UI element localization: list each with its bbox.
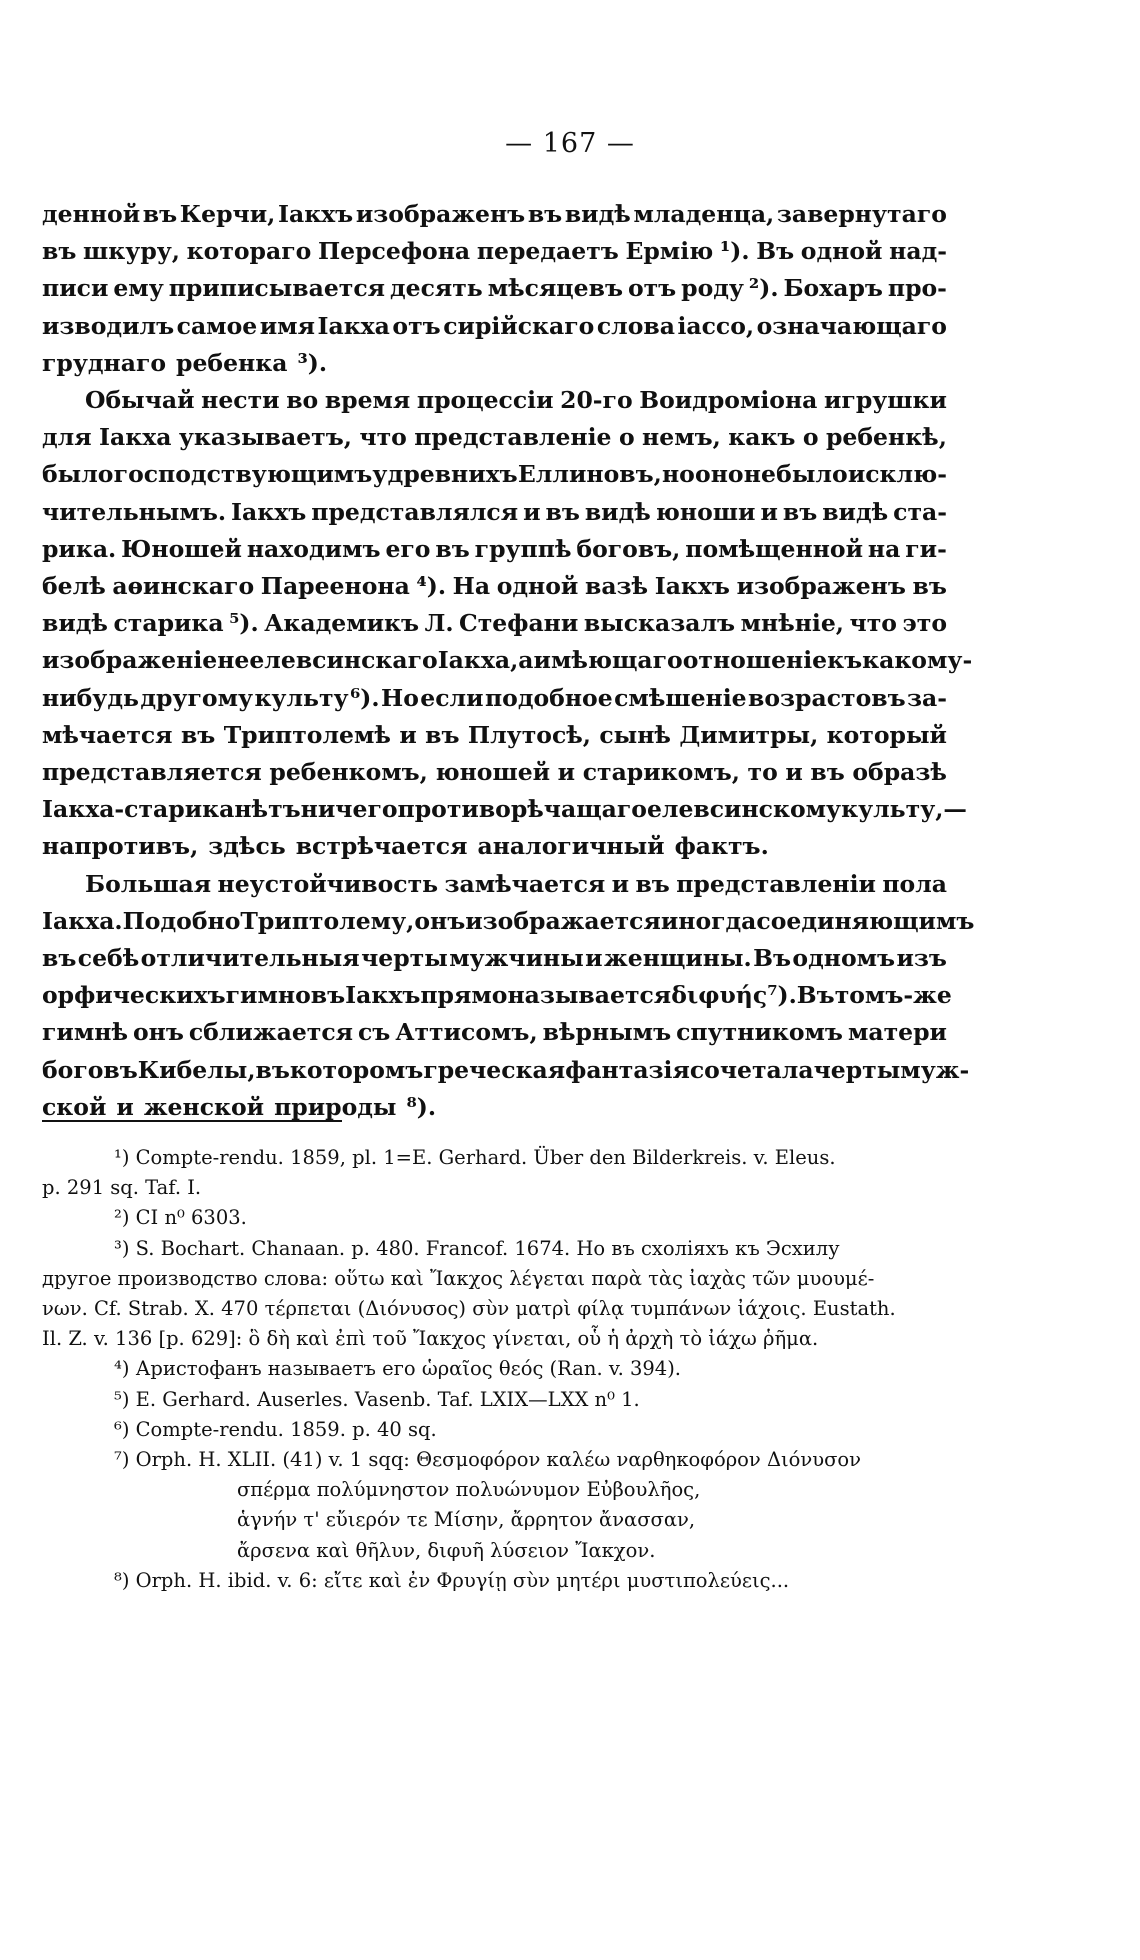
footnote-line: ⁷) Orph. H. XLII. (41) v. 1 sqq: Θεσμοφόρον καλέω ναρθηκοφόρον Διόνυσον [114, 1448, 862, 1472]
word: нѣтъ [234, 795, 301, 824]
word: съ [358, 1018, 391, 1047]
word: ребенка [176, 348, 288, 377]
text-line [42, 680, 947, 717]
word: за- [907, 683, 947, 712]
word: въ [42, 944, 77, 973]
text-line [42, 233, 947, 270]
word: ской [42, 1092, 107, 1121]
word: слова [596, 311, 675, 340]
word: здѣсь [208, 832, 286, 861]
word: ²). [748, 274, 779, 303]
word: въ [255, 1055, 290, 1084]
word: но [661, 460, 695, 489]
paragraph [42, 196, 947, 382]
text-line [42, 345, 947, 382]
text-line [42, 419, 947, 456]
footnote-verse-line: σπέρμα πολύμνηστον πολυώνυμον Εὐβουλῆος, [237, 1478, 701, 1502]
word: сближается [188, 1018, 353, 1047]
word: о [618, 423, 635, 452]
word: немъ, [642, 423, 721, 452]
word: въ [180, 720, 216, 749]
word: Іакхъ [345, 981, 421, 1010]
word: процессіи [416, 386, 554, 415]
word: отъ [627, 274, 677, 303]
text-line [42, 940, 947, 977]
word: Воидроміона [639, 386, 818, 415]
word: Бохаръ [783, 274, 883, 303]
word: и [611, 869, 630, 898]
word: женской [143, 1092, 265, 1121]
word: оно [695, 460, 744, 489]
paragraph [42, 866, 975, 1126]
word: нибудь [42, 683, 139, 712]
word: пола [882, 869, 947, 898]
word: десять [389, 274, 483, 303]
word: томъ-же [834, 981, 952, 1010]
word: мѣсяцевъ [487, 274, 623, 303]
word: и [399, 720, 417, 749]
word: роду [681, 274, 744, 303]
word: Іакхъ [231, 497, 307, 526]
word: Аттисомъ, [395, 1018, 538, 1047]
word: старика [113, 609, 224, 638]
word: орфическихъ [42, 981, 226, 1010]
word: напротивъ, [42, 832, 199, 861]
body-text [42, 196, 975, 1126]
word: соединяющимъ [756, 906, 975, 935]
word: 20-го [560, 386, 633, 415]
word: не [743, 460, 776, 489]
word: а [518, 646, 534, 675]
word: елевсинскому [646, 795, 842, 824]
word: одномъ [792, 944, 896, 973]
word: въ [912, 572, 947, 601]
word: котораго [186, 237, 312, 266]
word: вѣрнымъ [542, 1018, 672, 1047]
word: черты [361, 944, 448, 973]
word: Триптолемѣ [223, 720, 391, 749]
word: и [523, 497, 541, 526]
text-line [42, 270, 947, 307]
word: представляется [42, 758, 262, 787]
text-line [42, 605, 947, 642]
word: подобное [484, 683, 613, 712]
word: иногда [660, 906, 757, 935]
word: и [116, 1092, 134, 1121]
word: приписывается [168, 274, 385, 303]
word: гимнѣ [42, 1018, 128, 1047]
text-line [42, 456, 947, 493]
word: Персефона [317, 237, 471, 266]
word: Академикъ [264, 609, 420, 638]
word: возрастовъ [748, 683, 906, 712]
word: ⁶). [350, 683, 380, 712]
footnote-line: ⁵) E. Gerhard. Auserles. Vasenb. Taf. LXIX—LXX n⁰ 1. [114, 1387, 640, 1411]
word: изъ [896, 944, 947, 973]
word: высказалъ [583, 609, 736, 638]
word: Пареенона [260, 572, 410, 601]
word: господствующимъ [113, 460, 373, 489]
word: женщины. [604, 944, 752, 973]
word: представлялся [311, 497, 519, 526]
word: ребенкѣ, [825, 423, 947, 452]
word: Іакха, [437, 646, 519, 675]
word: представленіи [676, 869, 876, 898]
word: видѣ [584, 497, 651, 526]
page-number: — 167 — [505, 128, 635, 159]
text-line [42, 791, 967, 828]
word: образѣ [852, 758, 947, 787]
word: исклю- [847, 460, 947, 489]
word: греческая [423, 1055, 566, 1084]
word: на [867, 534, 901, 563]
word: младенца, [633, 200, 775, 228]
word: Еллиновъ, [517, 460, 662, 489]
word: про- [887, 274, 947, 303]
word: черты [813, 1055, 901, 1084]
footnote-separator [42, 1120, 342, 1122]
text-line [42, 977, 952, 1014]
word: денной [42, 200, 141, 228]
word: указываетъ, [178, 423, 352, 452]
word: культу,— [841, 795, 967, 824]
text-line [42, 754, 947, 791]
word: мнѣніе, [740, 609, 844, 638]
word: въ [782, 497, 818, 526]
word: и [760, 497, 778, 526]
word: изображеніе [42, 646, 218, 675]
word: мужчины [449, 944, 584, 973]
word: его [385, 534, 431, 563]
word: представленіе [414, 423, 612, 452]
word: видѣ [822, 497, 889, 526]
word: юношей [435, 758, 551, 787]
word: Кибелы, [137, 1055, 256, 1084]
word: ⁷). [767, 981, 797, 1010]
word: Триптолему, [240, 906, 415, 935]
footnote-line: ³) S. Bochart. Chanaan. p. 480. Francof. 1674. Но въ схоліяхъ къ Эсхилу [114, 1236, 840, 1260]
word: Іакхъ [654, 572, 730, 601]
word: вазѣ [585, 572, 649, 601]
word: одной [496, 572, 579, 601]
word: находимъ [246, 534, 381, 563]
word: группѣ [474, 534, 572, 563]
word: имѣющаго [533, 646, 683, 675]
word: фантазія [565, 1055, 690, 1084]
word: завернутаго [776, 200, 947, 228]
word: нести [201, 386, 280, 415]
footnote-line: другое производство слова: οὕτω καὶ Ἴακχος λέγεται παρὰ τὰς ἰαχὰς τῶν μυουμέ- [42, 1266, 875, 1290]
word: которомъ [289, 1055, 424, 1084]
word: Стефани [459, 609, 579, 638]
footnote-verse-line: ἄρσενα καὶ θῆλυν, διφυῆ λύσειον Ἴακχον. [237, 1538, 656, 1562]
word: видѣ [42, 609, 108, 638]
word: имя [259, 311, 315, 340]
word: какому- [862, 646, 973, 675]
word: въ [810, 758, 845, 787]
word: и [585, 944, 603, 973]
word: белѣ [42, 572, 106, 601]
word: ⁴). [416, 572, 447, 601]
word: сирійскаго [443, 311, 595, 340]
word: это [902, 609, 947, 638]
word: называется [507, 981, 672, 1010]
word: боговъ [42, 1055, 138, 1084]
word: отъ [392, 311, 441, 340]
text-line [42, 382, 947, 419]
paragraph [42, 382, 973, 866]
word: древнихъ [387, 460, 518, 489]
word: Іакха-старика [42, 795, 235, 824]
text-line [42, 903, 975, 940]
word: природы [274, 1092, 397, 1121]
word: замѣчается [444, 869, 606, 898]
word: для [42, 423, 92, 452]
word: и [785, 758, 803, 787]
word: боговъ, [576, 534, 681, 563]
footnote-line: ⁶) Compte-rendu. 1859. p. 40 sq. [114, 1417, 437, 1441]
text-line [42, 308, 947, 345]
word: игрушки [824, 386, 947, 415]
text-line [42, 1014, 947, 1051]
footnote-line: ²) CI n⁰ 6303. [114, 1206, 247, 1230]
word: онъ [132, 1018, 184, 1047]
word: помѣщенной [685, 534, 863, 563]
word: Димитры, [679, 720, 819, 749]
word: и [557, 758, 576, 787]
word: ста- [893, 497, 947, 526]
word: Л. [424, 609, 454, 638]
word: къ [827, 646, 863, 675]
word: одной [800, 237, 883, 266]
word: аналогичный [477, 832, 665, 861]
text-line [42, 828, 947, 865]
word: въ [435, 534, 470, 563]
text-line [42, 717, 947, 754]
word: ничего [300, 795, 398, 824]
text-line [42, 531, 947, 568]
word: передаетъ [476, 237, 619, 266]
word: юноши [655, 497, 756, 526]
word: чительнымъ. [42, 497, 227, 526]
word: что [849, 609, 897, 638]
text-line [42, 1052, 970, 1089]
text-line [42, 642, 973, 679]
word: неустойчивость [217, 869, 439, 898]
word: онъ [414, 906, 466, 935]
word: отличительныя [140, 944, 360, 973]
word: груднаго [42, 348, 167, 377]
word: Плутосѣ, [467, 720, 591, 749]
word: видѣ [564, 200, 631, 228]
word: смѣшеніе [614, 683, 747, 712]
word: рика. [42, 534, 117, 563]
word: ему [113, 274, 164, 303]
word: противорѣчащаго [397, 795, 647, 824]
word: Іакха [99, 423, 172, 452]
word: над- [889, 237, 947, 266]
word: у [372, 460, 388, 489]
word: было [776, 460, 848, 489]
word: другому [140, 683, 254, 712]
word: если [420, 683, 484, 712]
word: На [452, 572, 491, 601]
word: о [802, 423, 819, 452]
word: писи [42, 274, 109, 303]
word: сынѣ [599, 720, 671, 749]
word: себѣ [77, 944, 140, 973]
word: въ [545, 497, 580, 526]
word: Іакха [317, 311, 390, 340]
word: означающаго [756, 311, 947, 340]
word: Обычай [85, 386, 195, 415]
word: Ермію [625, 237, 714, 266]
word: ребенкомъ, [269, 758, 428, 787]
word: въ [527, 200, 563, 228]
word: изображенъ [736, 572, 906, 601]
word: Іакха. [42, 906, 123, 935]
word: іассо, [677, 311, 755, 340]
text-line [42, 568, 947, 605]
word: то [747, 758, 778, 787]
word: Керчи, [179, 200, 276, 228]
word: культу [254, 683, 349, 712]
word: изображенъ [355, 200, 526, 228]
text-line [42, 196, 947, 233]
word: муж- [900, 1055, 970, 1084]
word: старикомъ, [582, 758, 740, 787]
word: въ [42, 237, 77, 266]
word: въ [142, 200, 178, 228]
word: ¹). [719, 237, 750, 266]
word: ⁸). [406, 1092, 437, 1121]
footnote-verse-line: ἁγνήν τ' εὔιερόν τε Μίσην, ἄρρητον ἄνασσαν, [237, 1508, 696, 1532]
word: ³). [297, 348, 328, 377]
footnotes [42, 1143, 947, 1596]
word: прямо [420, 981, 508, 1010]
word: аѳинскаго [112, 572, 255, 601]
word: Въ [756, 237, 795, 266]
word: не [217, 646, 250, 675]
word: въ [635, 869, 670, 898]
word: елевсинскаго [249, 646, 438, 675]
word: шкуру, [83, 237, 180, 266]
footnote-line: ⁸) Orph. H. ibid. v. 6: εἴτε καὶ ἐν Φρυγίῃ σὺν μητέρι μυστιπολεύεις... [114, 1568, 790, 1592]
word: было [42, 460, 114, 489]
word: ⁵). [229, 609, 259, 638]
word: фактъ. [674, 832, 769, 861]
word: спутникомъ [676, 1018, 843, 1047]
footnote-line: p. 291 sq. Taf. I. [42, 1176, 202, 1200]
footnote-line: ¹) Compte-rendu. 1859, pl. 1=E. Gerhard. Über den Bilderkreis. v. Eleus. [114, 1146, 836, 1169]
word: Юношей [121, 534, 242, 563]
word: διφυής [671, 981, 768, 1010]
word: время [324, 386, 411, 415]
word: Въ [753, 944, 791, 973]
word: который [826, 720, 947, 749]
word: гимновъ [225, 981, 346, 1010]
word: что [359, 423, 407, 452]
word: Но [381, 683, 419, 712]
word: встрѣчается [295, 832, 468, 861]
word: изображается [465, 906, 661, 935]
text-line [42, 866, 947, 903]
footnote-line: ⁴) Аристофанъ называетъ его ὡραῖος θεός (Ran. v. 394). [114, 1357, 682, 1381]
word: сочетала [689, 1055, 814, 1084]
word: Въ [796, 981, 835, 1010]
word: Большая [85, 869, 212, 898]
word: во [286, 386, 319, 415]
word: Подобно [122, 906, 241, 935]
footnote-line: νων. Cf. Strab. X. 470 τέρπεται (Διόνυσος) σὺν ματρὶ φίλᾳ τυμπάνων ἰάχοις. Eustath. [42, 1297, 896, 1321]
word: ги- [905, 534, 947, 563]
footnote-line: Il. Z. v. 136 [p. 629]: ὃ δὴ καὶ ἐπὶ τοῦ Ἴακχος γίνεται, οὗ ἡ ἀρχὴ τὸ ἰάχω ῥῆμα. [42, 1327, 819, 1351]
word: Іакхъ [277, 200, 354, 228]
word: мѣчается [42, 720, 173, 749]
word: какъ [728, 423, 796, 452]
word: самое [176, 311, 258, 340]
word: изводилъ [42, 311, 175, 340]
word: въ [425, 720, 460, 749]
word: матери [847, 1018, 947, 1047]
word: отношеніе [682, 646, 828, 675]
text-line [42, 494, 947, 531]
